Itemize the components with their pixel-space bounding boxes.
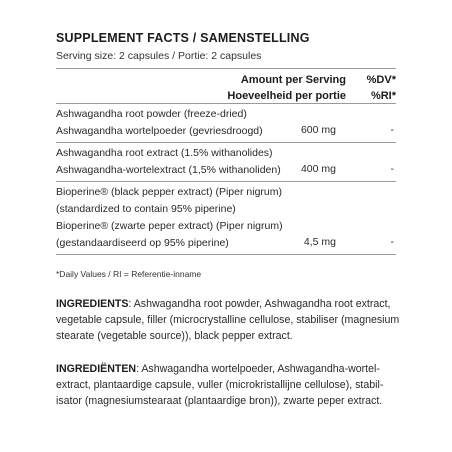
ingredient-dv: -	[390, 124, 394, 136]
ingredient-note-en: (standardized to contain 95% piperine)	[56, 203, 236, 215]
ingredient-amount: 400 mg	[300, 163, 336, 175]
dv-header	[367, 72, 396, 104]
table-header	[56, 69, 396, 103]
ingredients-en-text: : Ashwagandha root powder, Ashwagandha root extract,	[128, 298, 391, 310]
ingredients-nl-line: isator (magnesiumstearaat (plantaardige bron)), zwarte peper extract.	[56, 395, 383, 407]
ingredients-en-line: stearate (vegetable source)), black pepper extract.	[56, 330, 293, 342]
ingredients-en-paragraph	[56, 296, 406, 344]
ingredient-name-en: Bioperine® (black pepper extract) (Piper nigrum)	[56, 186, 282, 198]
dv-header-en: %DV*	[366, 74, 396, 86]
ingredient-name-nl: Ashwagandha wortelpoeder (gevriesdroogd)	[56, 125, 263, 137]
ingredient-note-nl: (gestandaardiseerd op 95% piperine)	[56, 237, 229, 249]
ingredients-en-line: vegetable capsule, filler (microcrystalline cellulose, stabiliser (magnesium	[56, 314, 400, 326]
ingredients-nl-line	[56, 361, 406, 377]
serving-size: Serving size: 2 capsules / Portie: 2 capsules	[56, 50, 262, 62]
table-row	[56, 182, 396, 254]
amount-header	[227, 72, 346, 104]
ingredient-dv: -	[390, 163, 394, 175]
bottom-divider	[56, 254, 396, 255]
ingredients-nl-line: extract, plantaardige capsule, vuller (microkristallijne cellulose), stabil-	[56, 379, 384, 391]
dv-header-nl: %RI*	[370, 90, 396, 102]
footnote: *Daily Values / RI = Referentie-inname	[56, 269, 202, 279]
supplement-facts-panel	[56, 30, 396, 280]
amount-header-en: Amount per Serving	[240, 74, 346, 86]
ingredient-dv: -	[390, 236, 394, 248]
ingredient-name-en: Ashwagandha root powder (freeze-dried)	[56, 108, 247, 120]
ingredient-name-nl: Bioperine® (zwarte peper extract) (Piper nigrum)	[56, 220, 283, 232]
amount-header-nl: Hoeveelheid per portie	[227, 90, 346, 102]
ingredients-nl-text: : Ashwagandha wortelpoeder, Ashwagandha-wortel-	[136, 363, 380, 375]
ingredients-nl-label: INGREDIËNTEN	[56, 363, 137, 375]
ingredients-en-line	[56, 296, 406, 312]
panel-title: SUPPLEMENT FACTS / SAMENSTELLING	[56, 31, 310, 45]
ingredient-name-en: Ashwagandha root extract (1.5% withanolides)	[56, 147, 273, 159]
ingredient-amount: 600 mg	[300, 124, 336, 136]
ingredient-amount: 4,5 mg	[303, 236, 336, 248]
table-row	[56, 143, 396, 181]
ingredients-en-label: INGREDIENTS	[56, 298, 129, 310]
ingredient-name-nl: Ashwagandha-wortelextract (1,5% withanoliden)	[56, 164, 281, 176]
table-row	[56, 104, 396, 142]
ingredients-nl-paragraph	[56, 361, 406, 409]
